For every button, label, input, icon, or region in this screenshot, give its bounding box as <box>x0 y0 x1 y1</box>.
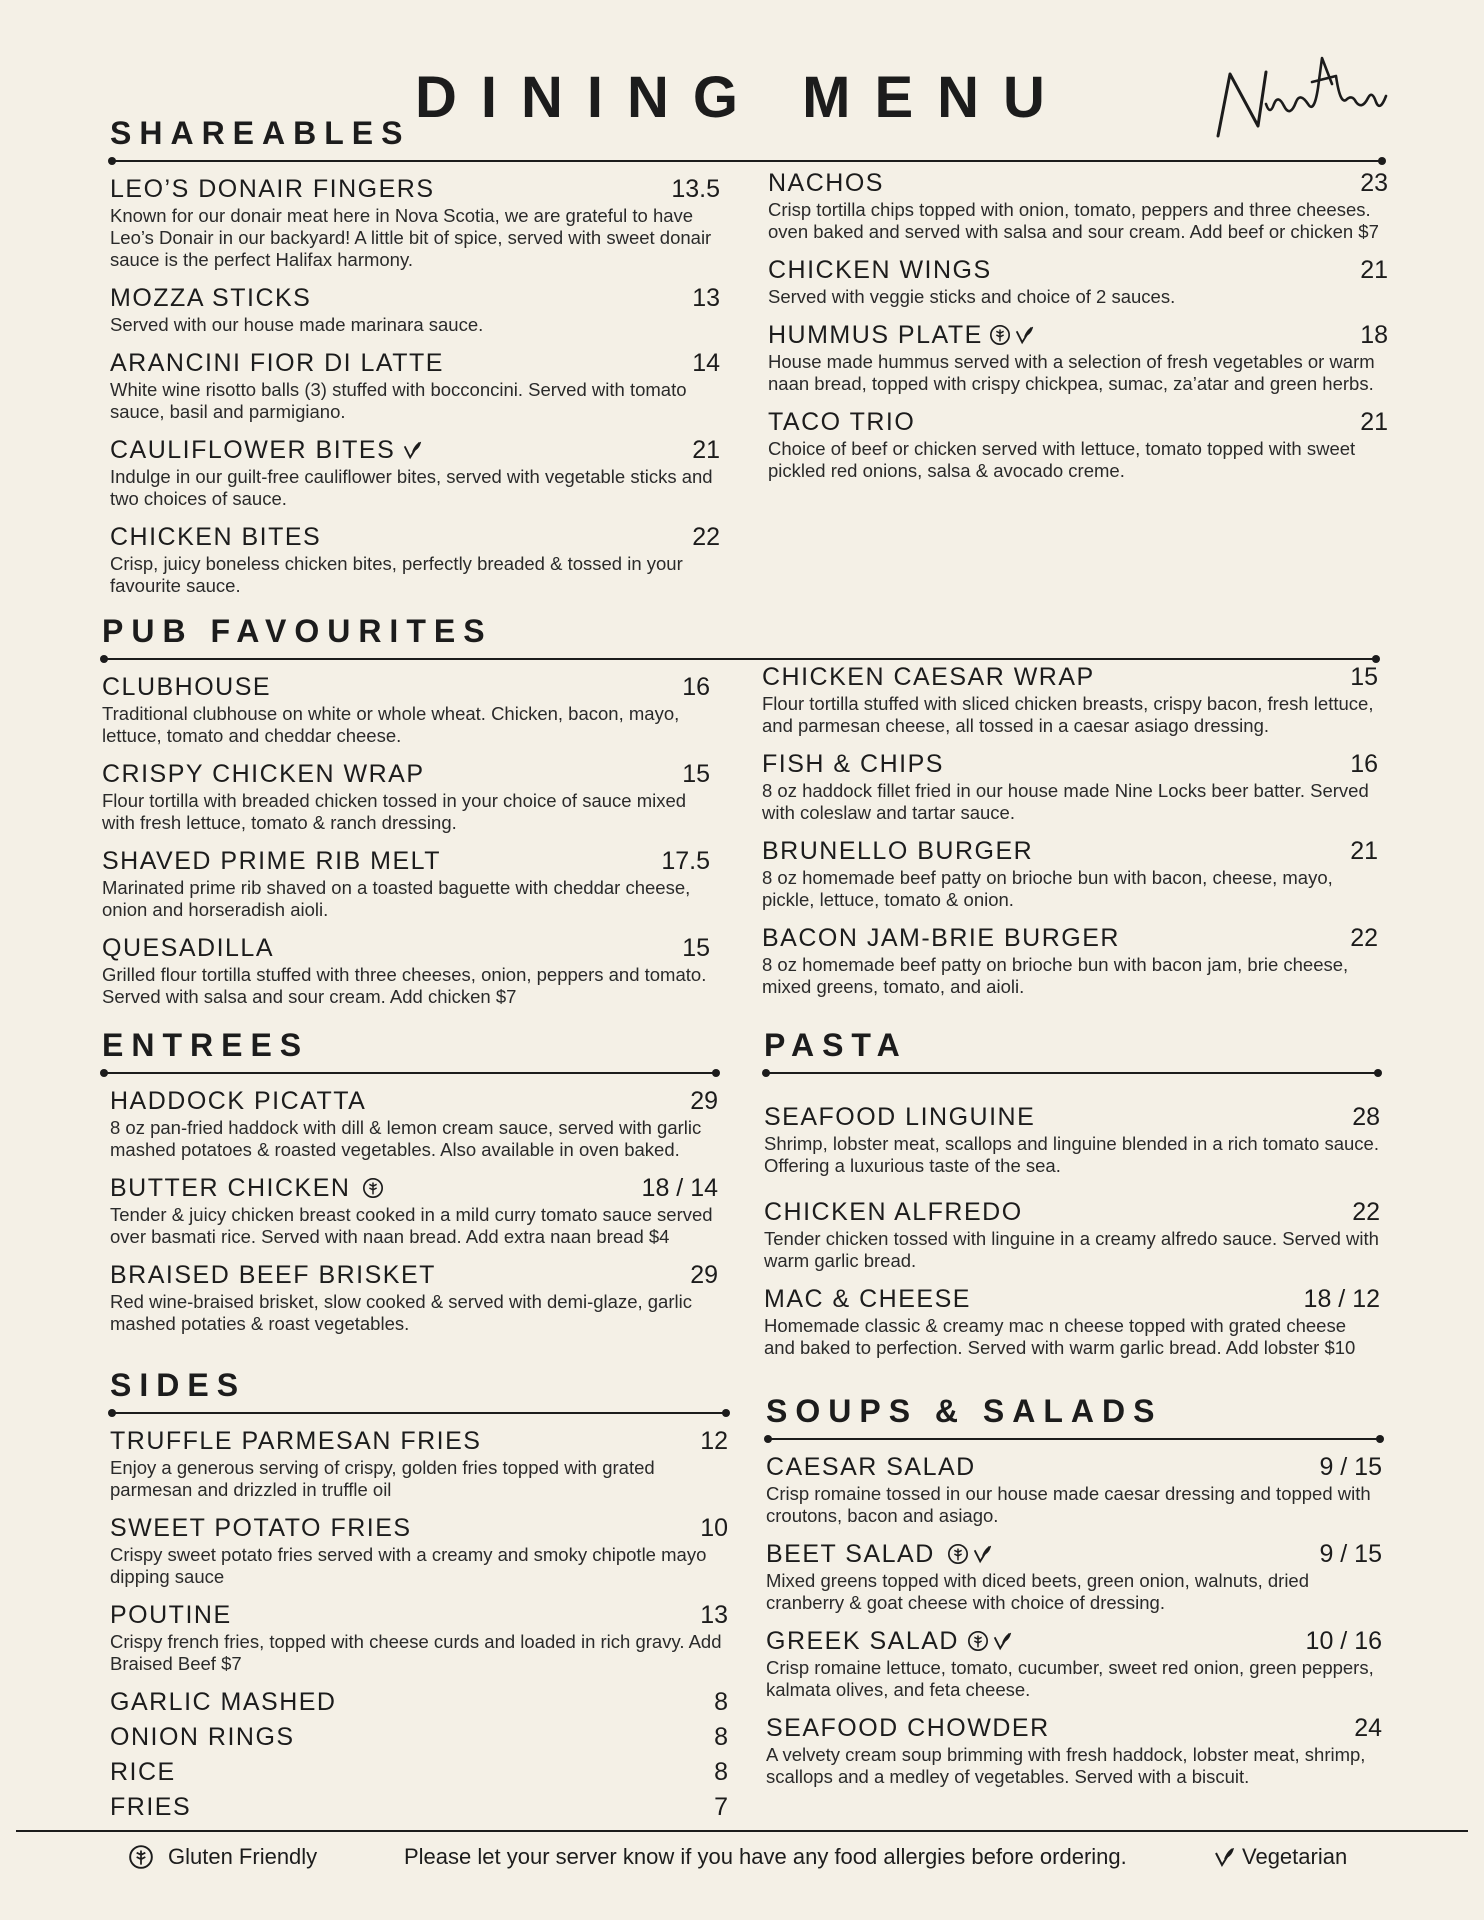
item-desc: White wine risotto balls (3) stuffed with bocconcini. Served with tomato sauce, basil and parmigiano. <box>110 379 687 422</box>
item-desc: Shrimp, lobster meat, scallops and linguine blended in a rich tomato sauce. Offering a luxurious taste of the sea. <box>764 1133 1379 1176</box>
gluten-friendly-icon <box>128 1844 154 1870</box>
item-price: 13 <box>692 284 720 312</box>
item-desc: 8 oz haddock fillet fried in our house made Nine Locks beer batter. Served with coleslaw and tartar sauce. <box>762 780 1369 823</box>
item-price: 29 <box>690 1087 718 1115</box>
item-name: GREEK SALAD <box>766 1627 959 1655</box>
item-price: 28 <box>1352 1103 1380 1131</box>
item-desc: Served with veggie sticks and choice of 2 sauces. <box>768 286 1176 307</box>
menu-item <box>764 1197 1380 1272</box>
item-name: SHAVED PRIME RIB MELT <box>102 847 441 875</box>
item-price: 10 / 16 <box>1305 1627 1382 1655</box>
menu-item <box>110 1173 718 1248</box>
item-desc: Flour tortilla with breaded chicken tossed in your choice of sauce mixed with fresh lettuce, tomato & ranch dressing. <box>102 790 687 833</box>
item-price: 22 <box>692 523 720 551</box>
item-name: CAULIFLOWER BITES <box>110 436 396 464</box>
section-shareables-right <box>768 168 1388 494</box>
section-rule <box>110 1412 728 1414</box>
item-price: 21 <box>1360 408 1388 436</box>
item-desc: Red wine-braised brisket, slow cooked & served with demi-glaze, garlic mashed potaties & roast vegetables. <box>110 1291 692 1334</box>
menu-item <box>764 1284 1380 1359</box>
item-name: TRUFFLE PARMESAN FRIES <box>110 1427 482 1455</box>
menu-item <box>102 672 710 747</box>
item-desc: House made hummus served with a selection of fresh vegetables or warm naan bread, topped with crispy chickpea, sumac, za’atar and green herbs. <box>768 351 1375 394</box>
menu-item <box>102 933 710 1008</box>
item-price: 21 <box>1350 837 1378 865</box>
section-pub-favourites-right <box>762 662 1378 1010</box>
item-price: 16 <box>1350 750 1378 778</box>
legend-vegetarian-label: Vegetarian <box>1242 1844 1348 1869</box>
item-desc: Indulge in our guilt-free cauliflower bites, served with vegetable sticks and two choices of sauce. <box>110 466 713 509</box>
item-name: MAC & CHEESE <box>764 1285 971 1313</box>
item-desc: Mixed greens topped with diced beets, green onion, walnuts, dried cranberry & goat cheese with choice of dressing. <box>766 1570 1310 1613</box>
item-desc: Crisp romaine tossed in our house made caesar dressing and topped with croutons, bacon and asiago. <box>766 1483 1371 1526</box>
vegetarian-icon <box>401 439 423 461</box>
menu-item <box>762 923 1378 998</box>
nineteen-logo <box>1200 44 1400 154</box>
section-rule <box>102 1072 718 1074</box>
item-price: 8 <box>714 1723 728 1751</box>
vegetarian-icon <box>971 1543 993 1565</box>
menu-item <box>762 662 1378 737</box>
menu-item <box>102 846 710 921</box>
section-entrees <box>102 1026 718 1347</box>
menu-item <box>762 836 1378 911</box>
gluten-friendly-icon <box>362 1177 384 1199</box>
item-price: 9 / 15 <box>1319 1540 1382 1568</box>
item-price: 13.5 <box>671 175 720 203</box>
item-name: CHICKEN WINGS <box>768 256 992 284</box>
item-desc: Flour tortilla stuffed with sliced chicken breasts, crispy bacon, fresh lettuce, and parmesan cheese, all tossed in a caesar asiago dressing. <box>762 693 1374 736</box>
section-rule <box>102 658 1378 660</box>
item-price: 16 <box>682 673 710 701</box>
item-name: GARLIC MASHED <box>110 1688 337 1716</box>
legend-gluten-friendly <box>128 1842 317 1872</box>
menu-item <box>768 407 1388 482</box>
item-name: SEAFOOD CHOWDER <box>766 1714 1050 1742</box>
item-price: 15 <box>682 760 710 788</box>
item-price: 10 <box>700 1514 728 1542</box>
section-title-sides: SIDES <box>110 1367 247 1403</box>
item-price: 21 <box>692 436 720 464</box>
item-price: 24 <box>1354 1714 1382 1742</box>
section-rule <box>110 160 1384 162</box>
item-price: 18 / 14 <box>641 1174 718 1202</box>
item-name: HUMMUS PLATE <box>768 321 983 349</box>
item-price: 7 <box>714 1793 728 1821</box>
item-price: 14 <box>692 349 720 377</box>
item-desc: Crispy french fries, topped with cheese curds and loaded in rich gravy. Add Braised Beef $7 <box>110 1631 722 1674</box>
menu-item <box>110 1426 728 1501</box>
item-name: POUTINE <box>110 1601 232 1629</box>
allergy-note: Please let your server know if you have any food allergies before ordering. <box>404 1844 1127 1869</box>
section-shareables <box>110 114 720 609</box>
menu-item <box>110 1513 728 1588</box>
menu-item <box>766 1452 1382 1527</box>
item-name: BRAISED BEEF BRISKET <box>110 1261 436 1289</box>
item-desc: Crisp tortilla chips topped with onion, tomato, peppers and three cheeses. oven baked and served with salsa and sour cream. Add beef or chicken $7 <box>768 199 1379 242</box>
vegetarian-icon <box>991 1630 1013 1652</box>
item-desc: Marinated prime rib shaved on a toasted baguette with cheddar cheese, onion and horseradish aioli. <box>102 877 691 920</box>
menu-item <box>766 1713 1382 1788</box>
section-soups-salads <box>766 1392 1382 1800</box>
section-sides <box>110 1366 728 1827</box>
menu-item <box>768 255 1388 308</box>
side-item <box>110 1687 728 1717</box>
gluten-friendly-icon <box>947 1543 969 1565</box>
item-desc: Served with our house made marinara sauce. <box>110 314 484 335</box>
menu-item <box>110 522 720 597</box>
item-desc: 8 oz homemade beef patty on brioche bun with bacon jam, brie cheese, mixed greens, tomato, and aioli. <box>762 954 1349 997</box>
section-title-soups-salads: SOUPS & SALADS <box>766 1393 1163 1429</box>
item-name: NACHOS <box>768 169 884 197</box>
item-name: CLUBHOUSE <box>102 673 272 701</box>
item-name: FISH & CHIPS <box>762 750 944 778</box>
item-name: BRUNELLO BURGER <box>762 837 1034 865</box>
item-name: FRIES <box>110 1793 192 1821</box>
item-desc: Grilled flour tortilla stuffed with three cheeses, onion, peppers and tomato. Served with salsa and sour cream. Add chicken $7 <box>102 964 707 1007</box>
item-price: 12 <box>700 1427 728 1455</box>
item-price: 23 <box>1360 169 1388 197</box>
item-desc: Known for our donair meat here in Nova Scotia, we are grateful to have Leo’s Donair in our backyard! A little bit of spice, served with sweet donair sauce is the perfect Halifax harmony. <box>110 205 712 270</box>
item-name: TACO TRIO <box>768 408 916 436</box>
item-price: 22 <box>1350 924 1378 952</box>
menu-item <box>102 759 710 834</box>
menu-item <box>110 283 720 336</box>
item-name: BEET SALAD <box>766 1540 935 1568</box>
item-price: 13 <box>700 1601 728 1629</box>
vegetarian-icon <box>1013 324 1035 346</box>
section-title-shareables: SHAREABLES <box>110 115 411 151</box>
item-name: BUTTER CHICKEN <box>110 1174 351 1202</box>
item-price: 9 / 15 <box>1319 1453 1382 1481</box>
menu-item <box>110 435 720 510</box>
item-name: SWEET POTATO FRIES <box>110 1514 412 1542</box>
item-price: 21 <box>1360 256 1388 284</box>
item-price: 22 <box>1352 1198 1380 1226</box>
section-title-entrees: ENTREES <box>102 1027 310 1063</box>
item-price: 29 <box>690 1261 718 1289</box>
menu-item <box>762 749 1378 824</box>
item-name: SEAFOOD LINGUINE <box>764 1103 1036 1131</box>
item-desc: 8 oz homemade beef patty on brioche bun with bacon, cheese, mayo, pickle, lettuce, tomato & onion. <box>762 867 1333 910</box>
item-name: HADDOCK PICATTA <box>110 1087 367 1115</box>
item-price: 18 / 12 <box>1303 1285 1380 1313</box>
menu-title: DINING MENU <box>415 65 1069 130</box>
footer-rule <box>16 1830 1468 1832</box>
item-desc: Crispy sweet potato fries served with a creamy and smoky chipotle mayo dipping sauce <box>110 1544 707 1587</box>
item-desc: Homemade classic & creamy mac n cheese topped with grated cheese and baked to perfection. Served with warm garlic bread. Add lobster $10 <box>764 1315 1356 1358</box>
item-name: ONION RINGS <box>110 1723 295 1751</box>
item-name: BACON JAM-BRIE BURGER <box>762 924 1120 952</box>
menu-item <box>110 174 720 271</box>
section-rule <box>764 1072 1380 1074</box>
item-name: CRISPY CHICKEN WRAP <box>102 760 425 788</box>
item-price: 8 <box>714 1688 728 1716</box>
item-name: CHICKEN ALFREDO <box>764 1198 1023 1226</box>
menu-item <box>766 1539 1382 1614</box>
item-desc: A velvety cream soup brimming with fresh haddock, lobster meat, shrimp, scallops and a medley of vegetables. Served with a biscuit. <box>766 1744 1366 1787</box>
item-desc: Crisp, juicy boneless chicken bites, perfectly breaded & tossed in your favourite sauce. <box>110 553 683 596</box>
item-name: ARANCINI FIOR DI LATTE <box>110 349 444 377</box>
menu-item <box>110 1600 728 1675</box>
menu-item <box>110 1086 718 1161</box>
menu-item <box>768 320 1388 395</box>
item-name: MOZZA STICKS <box>110 284 312 312</box>
menu-item <box>768 168 1388 243</box>
item-price: 15 <box>1350 663 1378 691</box>
legend-gluten-label: Gluten Friendly <box>168 1844 318 1869</box>
item-name: RICE <box>110 1758 176 1786</box>
item-desc: Enjoy a generous serving of crispy, golden fries topped with grated parmesan and drizzled in truffle oil <box>110 1457 655 1500</box>
vegetarian-icon <box>1212 1845 1236 1869</box>
item-desc: Choice of beef or chicken served with lettuce, tomato topped with sweet pickled red onions, salsa & avocado creme. <box>768 438 1356 481</box>
item-name: QUESADILLA <box>102 934 275 962</box>
section-title-pub-favourites: PUB FAVOURITES <box>102 613 493 649</box>
section-rule <box>766 1438 1382 1440</box>
gluten-friendly-icon <box>989 324 1011 346</box>
item-name: LEO’S DONAIR FINGERS <box>110 175 435 203</box>
side-item <box>110 1722 728 1752</box>
section-pasta <box>764 1026 1380 1371</box>
side-item <box>110 1757 728 1787</box>
item-desc: Tender chicken tossed with linguine in a creamy alfredo sauce. Served with warm garlic bread. <box>764 1228 1379 1271</box>
item-price: 8 <box>714 1758 728 1786</box>
menu-item <box>110 348 720 423</box>
item-name: CHICKEN CAESAR WRAP <box>762 663 1095 691</box>
item-desc: Traditional clubhouse on white or whole wheat. Chicken, bacon, mayo, lettuce, tomato and cheddar cheese. <box>102 703 680 746</box>
item-price: 17.5 <box>661 847 710 875</box>
item-desc: Crisp romaine lettuce, tomato, cucumber, sweet red onion, green peppers, kalmata olives, and feta cheese. <box>766 1657 1374 1700</box>
gluten-friendly-icon <box>967 1630 989 1652</box>
item-name: CHICKEN BITES <box>110 523 322 551</box>
item-desc: 8 oz pan-fried haddock with dill & lemon cream sauce, served with garlic mashed potatoes & roasted vegetables. Also available in oven baked. <box>110 1117 702 1160</box>
section-pub-favourites <box>102 612 710 1020</box>
item-name: CAESAR SALAD <box>766 1453 976 1481</box>
item-desc: Tender & juicy chicken breast cooked in a mild curry tomato sauce served over basmati rice. Served with naan bread. Add extra naan bread $4 <box>110 1204 713 1247</box>
menu-item <box>110 1260 718 1335</box>
section-title-pasta: PASTA <box>764 1027 908 1063</box>
legend-vegetarian <box>1212 1842 1347 1872</box>
menu-item <box>766 1626 1382 1701</box>
item-price: 18 <box>1360 321 1388 349</box>
menu-item <box>764 1102 1380 1177</box>
item-price: 15 <box>682 934 710 962</box>
side-item <box>110 1792 728 1822</box>
